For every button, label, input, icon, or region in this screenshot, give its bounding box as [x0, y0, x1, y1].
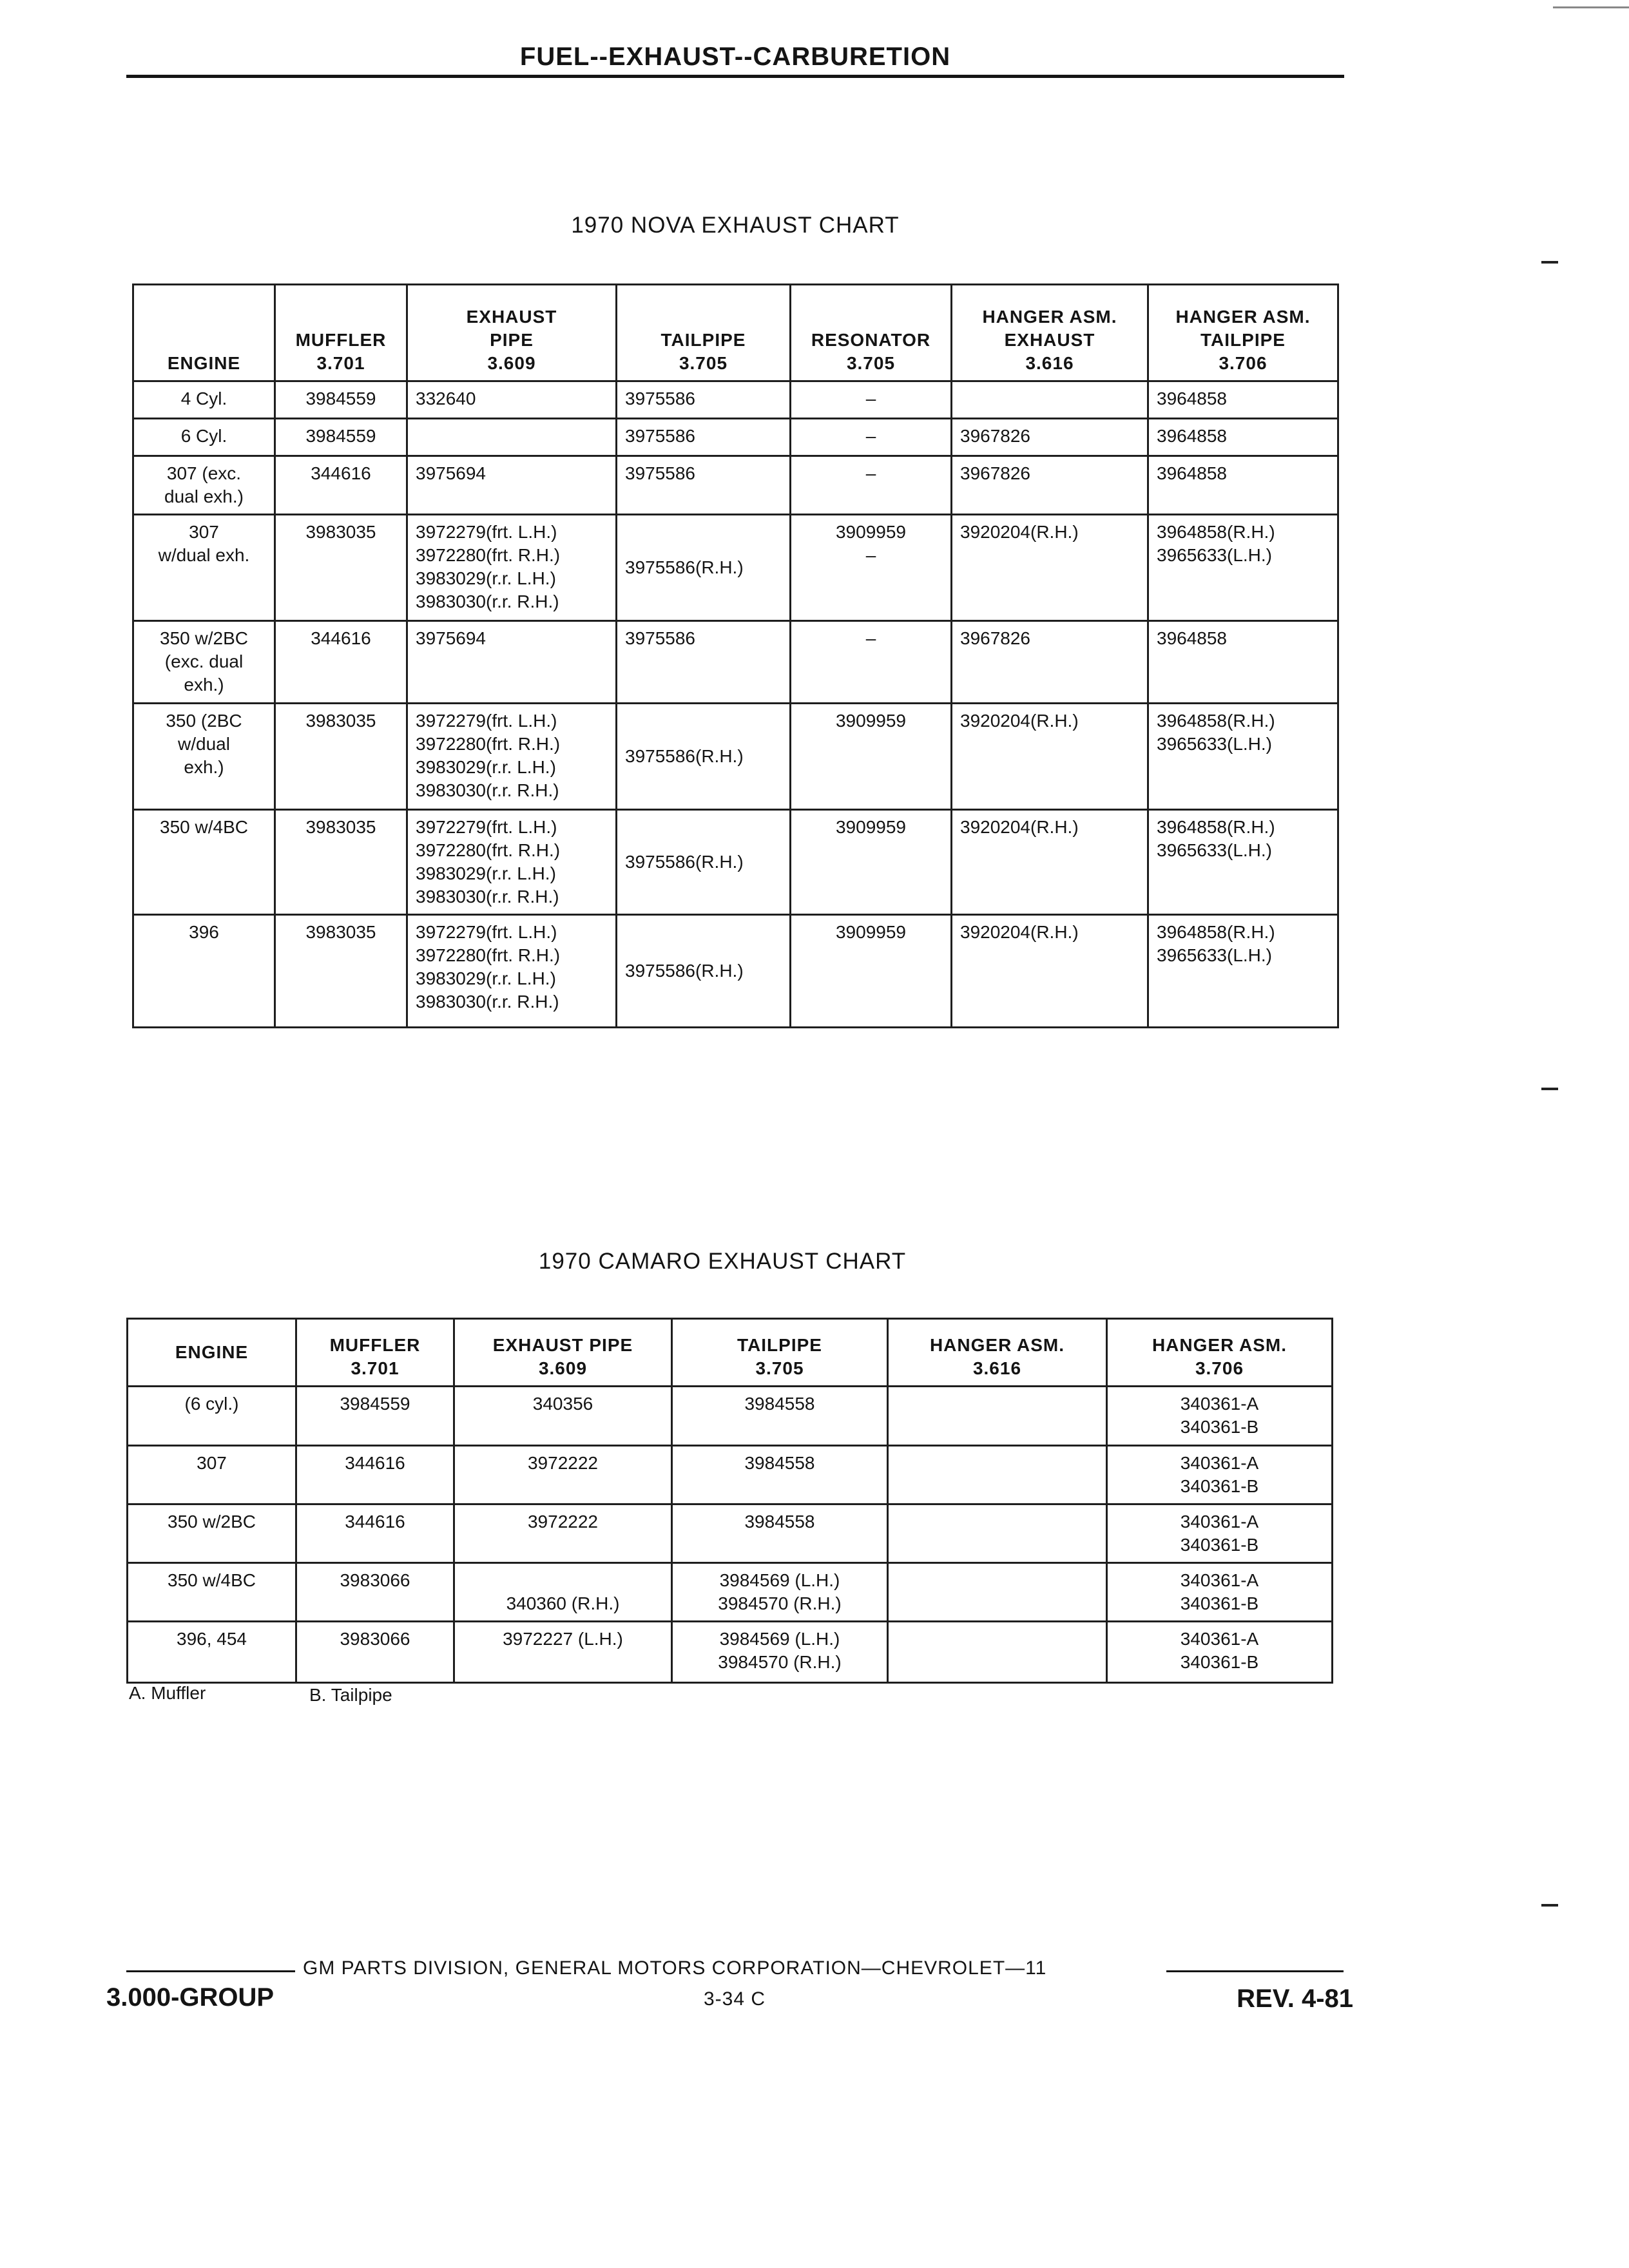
- muffler-cell: 3984559: [275, 381, 407, 419]
- camaro-exhaust-table: [126, 1318, 1333, 1684]
- muffler-cell: 344616: [296, 1504, 454, 1563]
- exhaust-pipe-cell: 3972222: [454, 1446, 672, 1504]
- hanger-tailpipe-cell: 3964858(R.H.) 3965633(L.H.): [1148, 704, 1338, 810]
- tailpipe-cell: 3984558: [672, 1446, 888, 1504]
- page-number: 3-34 C: [703, 1988, 766, 2010]
- muffler-cell: 3983066: [296, 1563, 454, 1622]
- hanger-exhaust-cell: 3967826: [952, 419, 1148, 456]
- nova-col-resonator: RESONATOR 3.705: [791, 285, 952, 381]
- engine-cell: 350 w/4BC: [128, 1563, 296, 1622]
- hanger-tailpipe-cell: 340361-A 340361-B: [1107, 1622, 1333, 1683]
- table-row: [128, 1622, 1333, 1683]
- hanger-exhaust-cell: 3920204(R.H.): [952, 915, 1148, 1028]
- hanger-exhaust-cell: 3967826: [952, 456, 1148, 515]
- engine-cell: 350 w/2BC: [128, 1504, 296, 1563]
- resonator-cell: 3909959 –: [791, 515, 952, 621]
- hanger-exhaust-cell: [888, 1563, 1107, 1622]
- exhaust-pipe-cell: 3972279(frt. L.H.) 3972280(frt. R.H.) 3983029(r.r. L.H.) 3983030(r.r. R.H.): [407, 515, 617, 621]
- tailpipe-cell: 3975586: [617, 621, 791, 704]
- muffler-cell: 3983035: [275, 704, 407, 810]
- muffler-cell: 3983035: [275, 915, 407, 1028]
- hanger-exhaust-cell: 3920204(R.H.): [952, 810, 1148, 915]
- hanger-exhaust-cell: [888, 1622, 1107, 1683]
- hanger-exhaust-cell: 3920204(R.H.): [952, 704, 1148, 810]
- engine-cell: 307 (exc. dual exh.): [133, 456, 275, 515]
- margin-mark: [1541, 1904, 1558, 1907]
- camaro-col-hanger-exhaust: HANGER ASM. 3.616: [888, 1319, 1107, 1387]
- hanger-tailpipe-cell: 340361-A 340361-B: [1107, 1563, 1333, 1622]
- muffler-cell: 3984559: [296, 1387, 454, 1446]
- hanger-exhaust-cell: [888, 1504, 1107, 1563]
- legend-muffler: A. Muffler: [129, 1683, 206, 1703]
- hanger-tailpipe-cell: 3964858: [1148, 419, 1338, 456]
- corner-rule: [1553, 0, 1629, 8]
- exhaust-pipe-cell: 332640: [407, 381, 617, 419]
- header-rule: [126, 75, 1344, 78]
- hanger-exhaust-cell: 3920204(R.H.): [952, 515, 1148, 621]
- tailpipe-cell: 3975586: [617, 456, 791, 515]
- resonator-cell: 3909959: [791, 915, 952, 1028]
- engine-cell: 350 (2BC w/dual exh.): [133, 704, 275, 810]
- exhaust-pipe-cell: 3972279(frt. L.H.) 3972280(frt. R.H.) 3983029(r.r. L.H.) 3983030(r.r. R.H.): [407, 704, 617, 810]
- tailpipe-cell: 3975586(R.H.): [617, 704, 791, 810]
- nova-chart-title: 1970 NOVA EXHAUST CHART: [571, 213, 900, 238]
- engine-cell: 350 w/2BC (exc. dual exh.): [133, 621, 275, 704]
- footer-rule-right: [1166, 1970, 1344, 1972]
- footer-rule-left: [126, 1970, 295, 1972]
- tailpipe-cell: 3975586(R.H.): [617, 515, 791, 621]
- hanger-exhaust-cell: [888, 1446, 1107, 1504]
- camaro-col-muffler: MUFFLER 3.701: [296, 1319, 454, 1387]
- muffler-cell: 3983035: [275, 810, 407, 915]
- engine-cell: 350 w/4BC: [133, 810, 275, 915]
- hanger-tailpipe-cell: 3964858(R.H.) 3965633(L.H.): [1148, 915, 1338, 1028]
- camaro-col-engine: ENGINE: [128, 1319, 296, 1387]
- muffler-cell: 3983066: [296, 1622, 454, 1683]
- resonator-cell: –: [791, 419, 952, 456]
- footer-publisher: GM PARTS DIVISION, GENERAL MOTORS CORPORATION—CHEVROLET—11: [303, 1957, 1047, 1979]
- table-row: [133, 515, 1338, 621]
- exhaust-pipe-cell: 3975694: [407, 621, 617, 704]
- legend-tailpipe: B. Tailpipe: [309, 1685, 392, 1705]
- margin-mark: [1541, 261, 1558, 264]
- table-row: [128, 1387, 1333, 1446]
- nova-col-hanger-exhaust: HANGER ASM. EXHAUST 3.616: [952, 285, 1148, 381]
- engine-cell: 4 Cyl.: [133, 381, 275, 419]
- muffler-cell: 344616: [296, 1446, 454, 1504]
- resonator-cell: 3909959: [791, 704, 952, 810]
- tailpipe-cell: 3984558: [672, 1504, 888, 1563]
- hanger-tailpipe-cell: 3964858: [1148, 381, 1338, 419]
- exhaust-pipe-cell: 3975694: [407, 456, 617, 515]
- table-row: [133, 456, 1338, 515]
- table-row: [128, 1446, 1333, 1504]
- nova-col-hanger-tailpipe: HANGER ASM. TAILPIPE 3.706: [1148, 285, 1338, 381]
- engine-cell: 307: [128, 1446, 296, 1504]
- exhaust-pipe-cell: 3972227 (L.H.): [454, 1622, 672, 1683]
- nova-exhaust-table: [132, 284, 1339, 1028]
- resonator-cell: –: [791, 381, 952, 419]
- engine-cell: 396: [133, 915, 275, 1028]
- table-row: [133, 621, 1338, 704]
- camaro-col-hanger-tailpipe: HANGER ASM. 3.706: [1107, 1319, 1333, 1387]
- engine-cell: 307 w/dual exh.: [133, 515, 275, 621]
- hanger-tailpipe-cell: 340361-A 340361-B: [1107, 1387, 1333, 1446]
- camaro-header-row: [128, 1319, 1333, 1387]
- camaro-chart-title: 1970 CAMARO EXHAUST CHART: [538, 1249, 907, 1274]
- hanger-tailpipe-cell: 340361-A 340361-B: [1107, 1504, 1333, 1563]
- exhaust-pipe-cell: 340360 (R.H.): [454, 1563, 672, 1622]
- revision-label: REV. 4-81: [1237, 1984, 1353, 2013]
- table-row: [133, 419, 1338, 456]
- camaro-col-tailpipe: TAILPIPE 3.705: [672, 1319, 888, 1387]
- hanger-exhaust-cell: 3967826: [952, 621, 1148, 704]
- exhaust-pipe-cell: 3972222: [454, 1504, 672, 1563]
- resonator-cell: 3909959: [791, 810, 952, 915]
- table-row: [133, 381, 1338, 419]
- resonator-cell: –: [791, 621, 952, 704]
- hanger-exhaust-cell: [888, 1387, 1107, 1446]
- tailpipe-cell: 3984558: [672, 1387, 888, 1446]
- tailpipe-cell: 3975586: [617, 419, 791, 456]
- table-row: [133, 810, 1338, 915]
- table-row: [133, 915, 1338, 1028]
- margin-mark: [1541, 1088, 1558, 1090]
- camaro-col-exhaust-pipe: EXHAUST PIPE 3.609: [454, 1319, 672, 1387]
- muffler-cell: 344616: [275, 621, 407, 704]
- hanger-tailpipe-cell: 340361-A 340361-B: [1107, 1446, 1333, 1504]
- table-row: [128, 1563, 1333, 1622]
- tailpipe-cell: 3975586: [617, 381, 791, 419]
- engine-cell: (6 cyl.): [128, 1387, 296, 1446]
- tailpipe-cell: 3984569 (L.H.) 3984570 (R.H.): [672, 1622, 888, 1683]
- nova-col-exhaust-pipe: EXHAUST PIPE 3.609: [407, 285, 617, 381]
- nova-header-row: [133, 285, 1338, 381]
- group-label: 3.000-GROUP: [106, 1983, 275, 2012]
- engine-cell: 6 Cyl.: [133, 419, 275, 456]
- hanger-exhaust-cell: [952, 381, 1148, 419]
- table-row: [133, 704, 1338, 810]
- resonator-cell: –: [791, 456, 952, 515]
- exhaust-pipe-cell: [407, 419, 617, 456]
- hanger-tailpipe-cell: 3964858(R.H.) 3965633(L.H.): [1148, 515, 1338, 621]
- table-row: [128, 1504, 1333, 1563]
- hanger-tailpipe-cell: 3964858: [1148, 621, 1338, 704]
- hanger-tailpipe-cell: 3964858(R.H.) 3965633(L.H.): [1148, 810, 1338, 915]
- muffler-cell: 3984559: [275, 419, 407, 456]
- muffler-cell: 3983035: [275, 515, 407, 621]
- engine-cell: 396, 454: [128, 1622, 296, 1683]
- tailpipe-cell: 3975586(R.H.): [617, 810, 791, 915]
- exhaust-pipe-cell: 3972279(frt. L.H.) 3972280(frt. R.H.) 3983029(r.r. L.H.) 3983030(r.r. R.H.): [407, 810, 617, 915]
- tailpipe-cell: 3984569 (L.H.) 3984570 (R.H.): [672, 1563, 888, 1622]
- hanger-tailpipe-cell: 3964858: [1148, 456, 1338, 515]
- section-title: FUEL--EXHAUST--CARBURETION: [519, 43, 951, 71]
- muffler-cell: 344616: [275, 456, 407, 515]
- tailpipe-cell: 3975586(R.H.): [617, 915, 791, 1028]
- exhaust-pipe-cell: 340356: [454, 1387, 672, 1446]
- nova-col-muffler: MUFFLER 3.701: [275, 285, 407, 381]
- nova-col-engine: ENGINE: [133, 285, 275, 381]
- nova-col-tailpipe: TAILPIPE 3.705: [617, 285, 791, 381]
- exhaust-pipe-cell: 3972279(frt. L.H.) 3972280(frt. R.H.) 3983029(r.r. L.H.) 3983030(r.r. R.H.): [407, 915, 617, 1028]
